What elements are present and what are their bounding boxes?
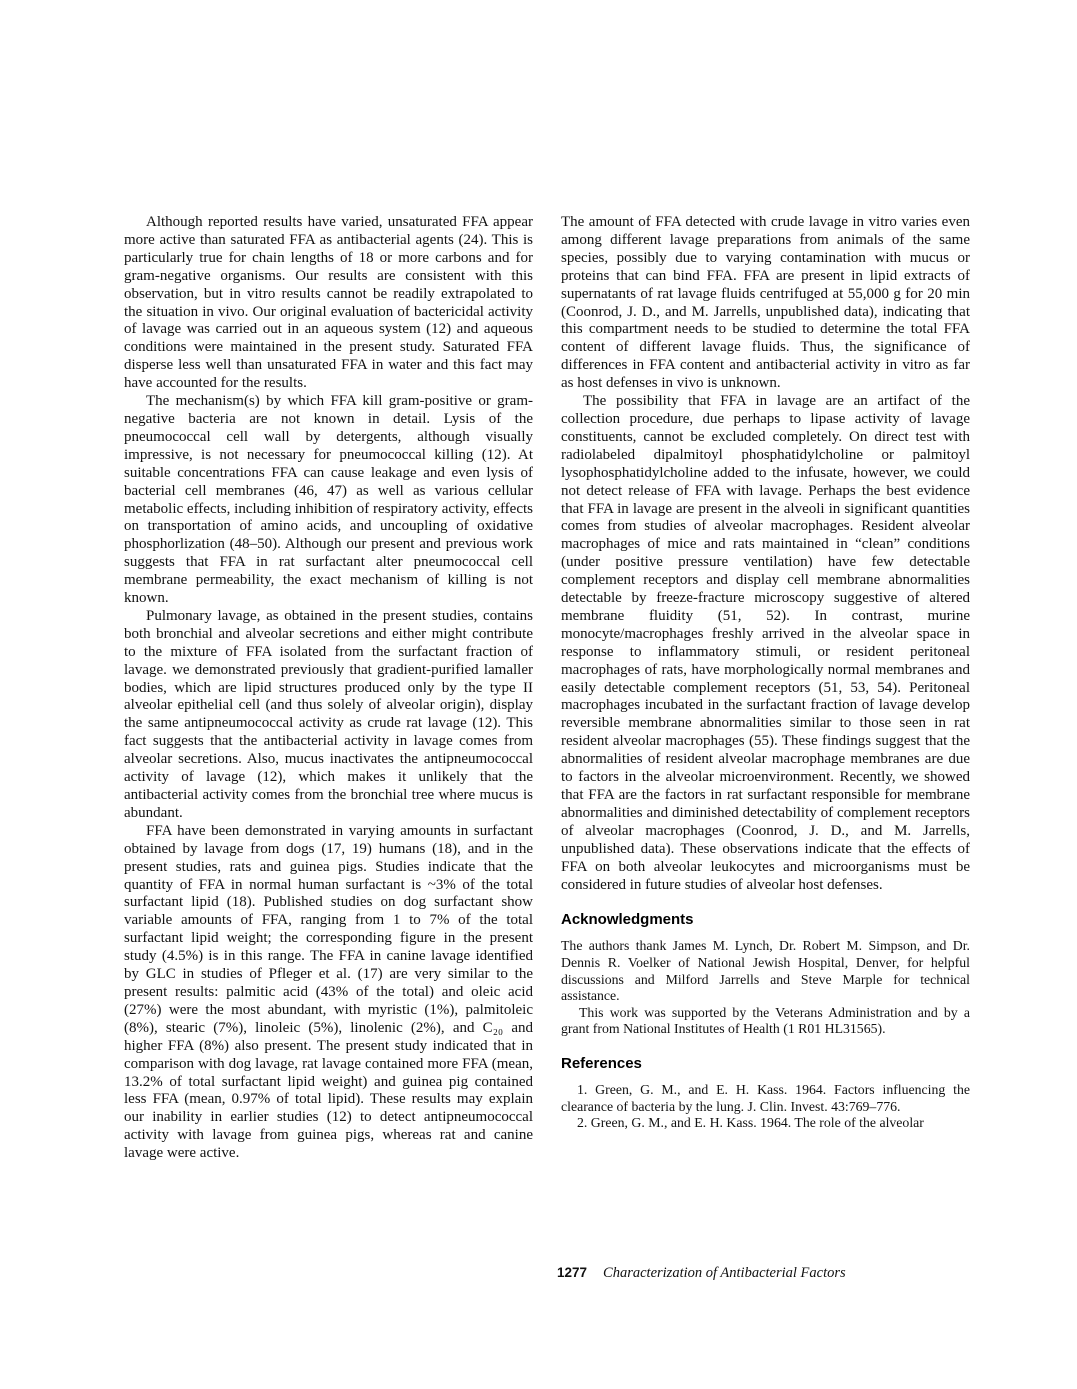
reference-item: 1. Green, G. M., and E. H. Kass. 1964. Factors influencing the clearance of bacteria by the lung. J. Clin. Invest. 43:769–776.: [561, 1082, 970, 1114]
paragraph: The mechanism(s) by which FFA kill gram-positive or gram-negative bacteria are not known in detail. Lysis of the pneumococcal cell wall by detergents, although visually impressive, is not necessary for pneumococcal killing (12). At suitable concentrations FFA can cause leakage and even lysis of bacterial cell membranes (46, 47) as well as various cellular metabolic effects, including inhibition of respiratory activity, effects on transportation of amino acids, and uncoupling of oxidative phosphorlization (48–50). Although our present and previous work suggests that FFA in rat surfactant alter pneumococcal cell membrane permeability, the exact mechanism of killing is not known.: [124, 393, 533, 607]
paragraph: FFA have been demonstrated in varying amounts in surfactant obtained by lavage from dogs (17, 19) humans (18), and in the present studies, rats and guinea pigs. Studies indicate that the quantity of FFA in normal human surfactant is ~3% of the total surfactant lipid (18). Published studies on dog surfactant show variable amounts of FFA, ranging from 1 to 7% of the total surfactant lipid weight; the corresponding figure in the present study (4.5%) is in this range. The FFA in canine lavage identified by GLC in studies of Pfleger et al. (17) are very similar to the present results: palmitic acid (43% of the total) and oleic acid (27%) were the most abundant, with myristic (1%), palmitoleic (8%), stearic (7%), linoleic (5%), linolenic (2%), and C₂₀ and higher FFA (8%) also present. The present study indicated that in comparison with dog lavage, rat lavage contained more FFA (mean, 13.2% of total surfactant lipid weight) and guinea pig contained less FFA (mean, 0.97% of total lipid). These results may explain our inability in earlier studies (12) to detect antipneumococcal activity with lavage from guinea pigs, whereas rat and canine lavage were active.: [124, 822, 533, 1162]
paragraph: The possibility that FFA in lavage are an artifact of the collection procedure, due perhaps to lipase activity of lavage constituents, cannot be excluded completely. On direct test with radiolabeled dipalmitoyl phosphatidylcholine or palmitoyl lysophosphatidylcholine added to the infusate, however, we could not detect release of FFA with lavage. Perhaps the best evidence that FFA in lavage are present in the alveoli in significant quantities comes from studies of alveolar macrophages. Resident alveolar macrophages of mice and rats maintained in “clean” conditions (under positive pressure ventilation) have few detectable complement receptors and display cell membrane abnormalities detectable by freeze-fracture microscopy suggestive of altered membrane fluidity (51, 52). In contrast, murine monocyte/macrophages freshly arrived in the alveolar space in response to inflammatory stimuli, or resident peritoneal macrophages of rats, have morphologically normal membranes and easily detectable complement receptors (51, 53, 54). Peritoneal macrophages incubated in the surfactant fraction of lavage develop reversible membrane abnormalities similar to those seen in rat resident alveolar macrophages (55). These findings suggest that the abnormalities of resident alveolar macrophage membranes are due to factors in the alveolar microenvironment. Recently, we showed that FFA are the factors in rat surfactant responsible for membrane abnormalities and diminished detectability of complement receptors of alveolar macrophages (Coonrod, J. D., and M. Jarrells, unpublished data). These observations indicate that the effects of FFA on both alveolar leukocytes and microorganisms must be considered in future studies of alveolar host defenses.: [561, 393, 970, 893]
section-heading-references: References: [561, 1055, 642, 1072]
reference-item: 2. Green, G. M., and E. H. Kass. 1964. The role of the alveolar: [577, 1115, 924, 1131]
paragraph: The amount of FFA detected with crude lavage in vitro varies even among different lavage preparations from animals of the same species, possibly due to varying contamination with mucus or proteins that can bind FFA. FFA are present in lipid extracts of supernatants of rat lavage fluids centrifuged at 55,000 g for 20 min (Coonrod, J. D., and M. Jarrells, unpublished data), indicating that this compartment needs to be studied to determine the total FFA content of different lavage fluids. Thus, the significance of differences in FFA content and antibacterial activity in vitro as far as host defenses in vivo is unknown.: [561, 214, 970, 392]
journal-page-text: [124, 214, 970, 1163]
paragraph: Although reported results have varied, unsaturated FFA appear more active than saturated FFA as antibacterial agents (24). This is particularly true for chain lengths of 18 or more carbons and for gram-negative organisms. Our results are consistent with this observation, but in vitro results cannot be readily extrapolated to the situation in vivo. Our original evaluation of bactericidal activity of lavage was carried out in an aqueous system (12) and aqueous conditions were maintained in the present study. Saturated FFA disperse less well than unsaturated FFA in water and this fact may have accounted for the results.: [124, 214, 533, 392]
left-column: [124, 214, 533, 1163]
right-column: [561, 214, 970, 1163]
acknowledgments-paragraph: This work was supported by the Veterans Administration and by a grant from National Institutes of Health (1 R01 HL31565).: [561, 1004, 970, 1037]
section-heading-acknowledgments: Acknowledgments: [561, 911, 694, 929]
acknowledgments-paragraph: The authors thank James M. Lynch, Dr. Robert M. Simpson, and Dr. Dennis R. Voelker of National Jewish Hospital, Denver, for helpful discussions and Milford Jarrells and Steve Marple for technical assistance.: [561, 938, 970, 1004]
running-title: Characterization of Antibacterial Factors: [603, 1265, 846, 1281]
page-footer: [557, 1264, 846, 1282]
page-number: 1277: [557, 1265, 588, 1280]
paragraph: Pulmonary lavage, as obtained in the present studies, contains both bronchial and alveolar secretions and either might contribute to the mixture of FFA isolated from the surfactant fraction of lavage. we demonstrated previously that gradient-purified lamaller bodies, which are lipid structures produced only by the type II alveolar epithelial cell (and thus solely of alveolar origin), display the same antipneumococcal activity as crude rat lavage (12). This fact suggests that the antibacterial activity in lavage comes from alveolar secretions. Also, mucus inactivates the antipneumococcal activity of lavage (12), which makes it unlikely that the antibacterial activity comes from the bronchial tree where mucus is abundant.: [124, 607, 533, 821]
